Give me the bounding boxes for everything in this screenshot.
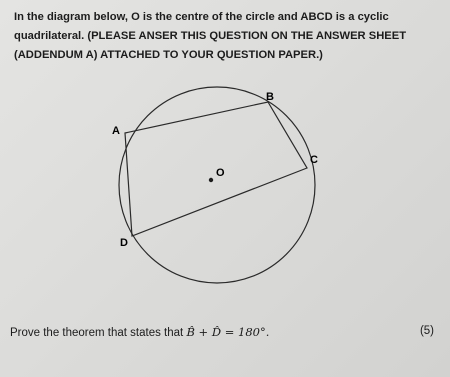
vertex-label-a: A bbox=[112, 125, 120, 137]
heading-line-1: In the diagram below, O is the centre of the circle and ABCD is a cyclic bbox=[14, 11, 389, 23]
question-prefix: Prove the theorem that states that bbox=[10, 327, 184, 339]
vertex-label-c: C bbox=[310, 154, 318, 166]
heading-line-2: quadrilateral. (PLEASE ANSER THIS QUESTION ON THE ANSWER SHEET bbox=[14, 30, 407, 43]
angle-equation: B̂ + D̂ = 180°. bbox=[186, 325, 270, 339]
vertex-label-d: D bbox=[120, 237, 128, 249]
vertex-label-b: B bbox=[266, 91, 274, 103]
centre-label-o: O bbox=[216, 167, 225, 179]
circle bbox=[119, 87, 315, 283]
heading-line-3: (ADDENDUM A) ATTACHED TO YOUR QUESTION PAPER.) bbox=[14, 49, 323, 62]
question-text bbox=[10, 325, 269, 339]
centre-point-o bbox=[209, 178, 213, 182]
marks-label: (5) bbox=[419, 325, 434, 337]
